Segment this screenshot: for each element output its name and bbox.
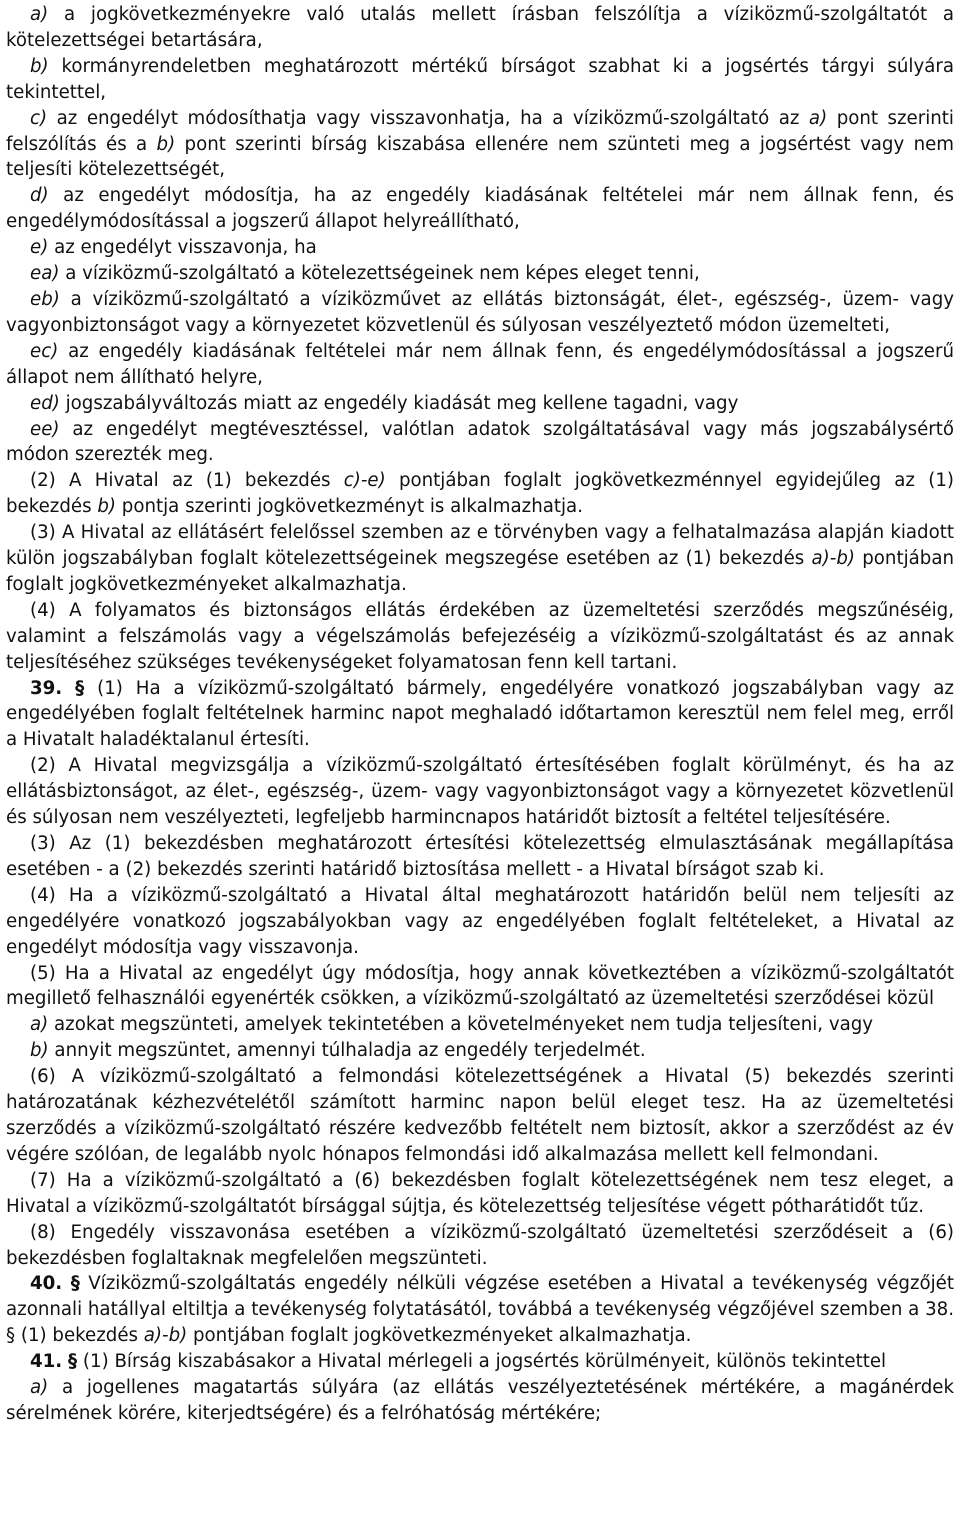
- paragraph-text: a víziközmű-szolgáltató a kötelezettségeinek nem képes eleget tenni,: [59, 263, 700, 285]
- paragraph-text: [62, 1273, 70, 1294]
- paragraph: [6, 235, 954, 261]
- section-number: 41.: [30, 1351, 63, 1373]
- point-reference: eb): [30, 288, 60, 310]
- paragraph-text: jogszabályváltozás miatt az engedély kiadását meg kellene tagadni, vagy: [59, 392, 739, 414]
- paragraph-text: (1) Bírság kiszabásakor a Hivatal mérlegeli a jogsértés körülményeit, különös tekintettel: [77, 1351, 887, 1373]
- paragraph: [6, 753, 954, 831]
- paragraph-text: pont szerinti bírság kiszabása ellenére nem szünteti meg a jogsértést vagy nem teljesíti kötelezettségét,: [6, 133, 954, 181]
- paragraph: [6, 106, 954, 184]
- point-reference: ea): [30, 263, 60, 285]
- paragraph-text: az engedélyt módosítja, ha az engedély kiadásának feltételei már nem állnak fenn, és engedélymódosítással a jogszerű állapot helyreállítható,: [6, 185, 954, 233]
- paragraph: [6, 1168, 954, 1220]
- paragraph-text: (8) Engedély visszavonása esetében a víziközmű-szolgáltató üzemeltetési szerződéseit a (6) bekezdésben foglaltaknak megfelelően megszünteti.: [6, 1221, 954, 1269]
- paragraph: [6, 831, 954, 883]
- point-reference: a)-b): [143, 1325, 188, 1347]
- paragraph-text: kormányrendeletben meghatározott mértékű bírságot szabhat ki a jogsértés tárgyi súlyára tekintettel,: [6, 55, 954, 103]
- point-reference: c)-e): [343, 470, 386, 492]
- paragraph: [6, 598, 954, 676]
- point-reference: c): [30, 107, 48, 129]
- paragraph-text: pontjában foglalt jogkövetkezménnyel egyidejűleg az (1) bekezdés: [6, 470, 954, 518]
- section-number: §: [70, 1273, 80, 1295]
- paragraph-text: az engedély kiadásának feltételei már nem állnak fenn, és engedélymódosítással a jogszerű állapot nem állítható helyre,: [6, 340, 954, 388]
- paragraph-text: Víziközmű-szolgáltatás engedély nélküli végzése esetében a Hivatal a tevékenység végzőjét azonnali hatállyal eltiltja a tevékenység folytatásától, továbbá a tevékenység végzőjével szemben a 38. § (1) bekezdés: [6, 1273, 955, 1347]
- paragraph-text: (4) Ha a víziközmű-szolgáltató a Hivatal által meghatározott határidőn belül nem teljesíti az engedélyére vonatkozó jogszabályokban vagy az engedélyében foglalt feltételeket, a Hivatal az engedélyt módosítja vagy visszavonja.: [6, 884, 954, 958]
- paragraph-text: (4) A folyamatos és biztonságos ellátás érdekében az üzemeltetési szerződés megszűnéséig, valamint a felszámolás vagy a végelszámolás befejezéséig a víziközmű-szolgáltatást és az annak teljesítéséhez szükséges tevékenységeket folyamatosan fenn kell tartani.: [6, 599, 954, 673]
- paragraph: [6, 1271, 954, 1349]
- paragraph-text: pontja szerinti jogkövetkezményt is alkalmazhatja.: [116, 496, 583, 518]
- paragraph-text: (3) A Hivatal az ellátásért felelőssel szemben az e törvényben vagy a felhatalmazása alapján kiadott külön jogszabályban foglalt kötelezettségeinek megszegése esetében az (1) bekezdés: [6, 522, 954, 570]
- paragraph-text: annyit megszüntet, amennyi túlhaladja az engedély terjedelmét.: [48, 1040, 646, 1062]
- point-reference: a)-b): [811, 548, 855, 570]
- paragraph: [6, 261, 954, 287]
- point-reference: b): [30, 1040, 49, 1062]
- paragraph-text: (2) A Hivatal megvizsgálja a víziközmű-szolgáltató értesítésében foglalt körülményt, és ha az ellátásbiztonságot, az élet-, egészség-, üzem- vagy vagyonbiztonságot vagy a környezetet közvetlenül és súlyosan nem veszélyezteti, legfeljebb harmincnapos határidőt biztosít a feltétel teljesítésére.: [6, 755, 954, 829]
- paragraph: [6, 961, 954, 1013]
- point-reference: b): [97, 496, 116, 518]
- paragraph-text: azokat megszünteti, amelyek tekintetében a követelményeket nem tudja teljesíteni, vagy: [48, 1014, 874, 1036]
- point-reference: a): [30, 4, 49, 25]
- paragraph-text: pontjában foglalt jogkövetkezményeket alkalmazhatja.: [6, 548, 955, 595]
- point-reference: d): [30, 185, 49, 207]
- paragraph-text: az engedélyt megtévesztéssel, valótlan adatok szolgáltatásával vagy más jogszabálysértő módon szerezték meg.: [6, 418, 954, 466]
- point-reference: b): [156, 133, 176, 155]
- paragraph: [6, 183, 954, 235]
- paragraph: [6, 391, 954, 417]
- paragraph: [6, 676, 954, 754]
- paragraph: [6, 1012, 954, 1038]
- paragraph: [6, 54, 954, 106]
- paragraph-text: az engedélyt módosíthatja vagy visszavonhatja, ha a víziközmű-szolgáltató az: [47, 107, 809, 129]
- paragraph-text: a víziközmű-szolgáltató a víziközművet az ellátás biztonságát, élet-, egészség-, üzem- vagy vagyonbiztonságot vagy a környezetet közvetlenül és súlyosan veszélyeztető módon üzemelteti,: [6, 288, 954, 336]
- paragraph-text: (7) Ha a víziközmű-szolgáltató a (6) bekezdésben foglalt kötelezettségének nem tesz eleget, a Hivatal a víziközmű-szolgáltatót bírsággal sújtja, és kötelezettség teljesítése végett pótharátidőt tűz.: [6, 1169, 954, 1217]
- point-reference: a): [808, 107, 828, 129]
- paragraph: [6, 287, 954, 339]
- paragraph: [6, 2, 954, 54]
- point-reference: a): [30, 1014, 49, 1036]
- paragraph: [6, 1349, 954, 1375]
- point-reference: ed): [30, 392, 60, 414]
- point-reference: a): [30, 1377, 49, 1399]
- paragraph-text: (2) A Hivatal az (1) bekezdés: [30, 470, 344, 492]
- section-number: 39.: [30, 677, 63, 699]
- paragraph-text: a jogkövetkezményekre való utalás mellett írásban felszólítja a víziközmű-szolgáltatót a kötelezettségei betartására,: [6, 4, 954, 51]
- point-reference: ee): [30, 418, 60, 440]
- document-body: [6, 2, 954, 1427]
- paragraph: [6, 417, 954, 469]
- paragraph-text: az engedélyt visszavonja, ha: [48, 237, 317, 259]
- paragraph: [6, 1375, 954, 1427]
- paragraph-text: (3) Az (1) bekezdésben meghatározott értesítési kötelezettség elmulasztásának megállapítása esetében - a (2) bekezdés szerinti határidő biztosítása mellett - a Hivatal bírságot szab ki.: [6, 833, 954, 880]
- paragraph-text: (1) Ha a víziközmű-szolgáltató bármely, engedélyére vonatkozó jogszabályban vagy az engedélyében foglalt feltételnek harminc napot meghaladó időtartamon keresztül nem felel meg, erről a Hivatalt haladéktalanul értesíti.: [6, 677, 954, 751]
- paragraph: [6, 1220, 954, 1272]
- section-number: §: [75, 677, 85, 699]
- paragraph-text: pontjában foglalt jogkövetkezményeket alkalmazhatja.: [187, 1325, 692, 1347]
- section-number: §: [68, 1351, 78, 1373]
- paragraph-text: pont szerinti felszólítás és a: [6, 107, 954, 155]
- point-reference: e): [30, 237, 49, 259]
- point-reference: b): [30, 55, 49, 77]
- paragraph: [6, 468, 954, 520]
- paragraph: [6, 883, 954, 961]
- section-number: 40.: [30, 1273, 63, 1295]
- paragraph: [6, 1038, 954, 1064]
- paragraph-text: (6) A víziközmű-szolgáltató a felmondási kötelezettségének a Hivatal (5) bekezdés szerinti határozatának kézhezvételétől számított harminc napon belül eleget tesz. Ha az üzemeltetési szerződés a víziközmű-szolgáltató részére kedvezőbb feltételt nem biztosít, akkor a szerződést az év végére szólóan, de legalább nyolc hónapos felmondási idő alkalmazása mellett kell felmondani.: [6, 1066, 954, 1165]
- paragraph: [6, 339, 954, 391]
- paragraph: [6, 520, 954, 598]
- paragraph-text: a jogellenes magatartás súlyára (az ellátás veszélyeztetésének mértékére, a magánérdek sérelmének körére, kiterjedtségére) és a felróhatóság mértékére;: [6, 1377, 954, 1424]
- point-reference: ec): [30, 340, 59, 362]
- paragraph-text: (5) Ha a Hivatal az engedélyt úgy módosítja, hogy annak következtében a víziközmű-szolgáltatót megillető felhasználói egyenérték csökken, a víziközmű-szolgáltató az üzemeltetési szerződései közül: [6, 962, 954, 1010]
- paragraph: [6, 1064, 954, 1168]
- paragraph-text: [62, 678, 75, 699]
